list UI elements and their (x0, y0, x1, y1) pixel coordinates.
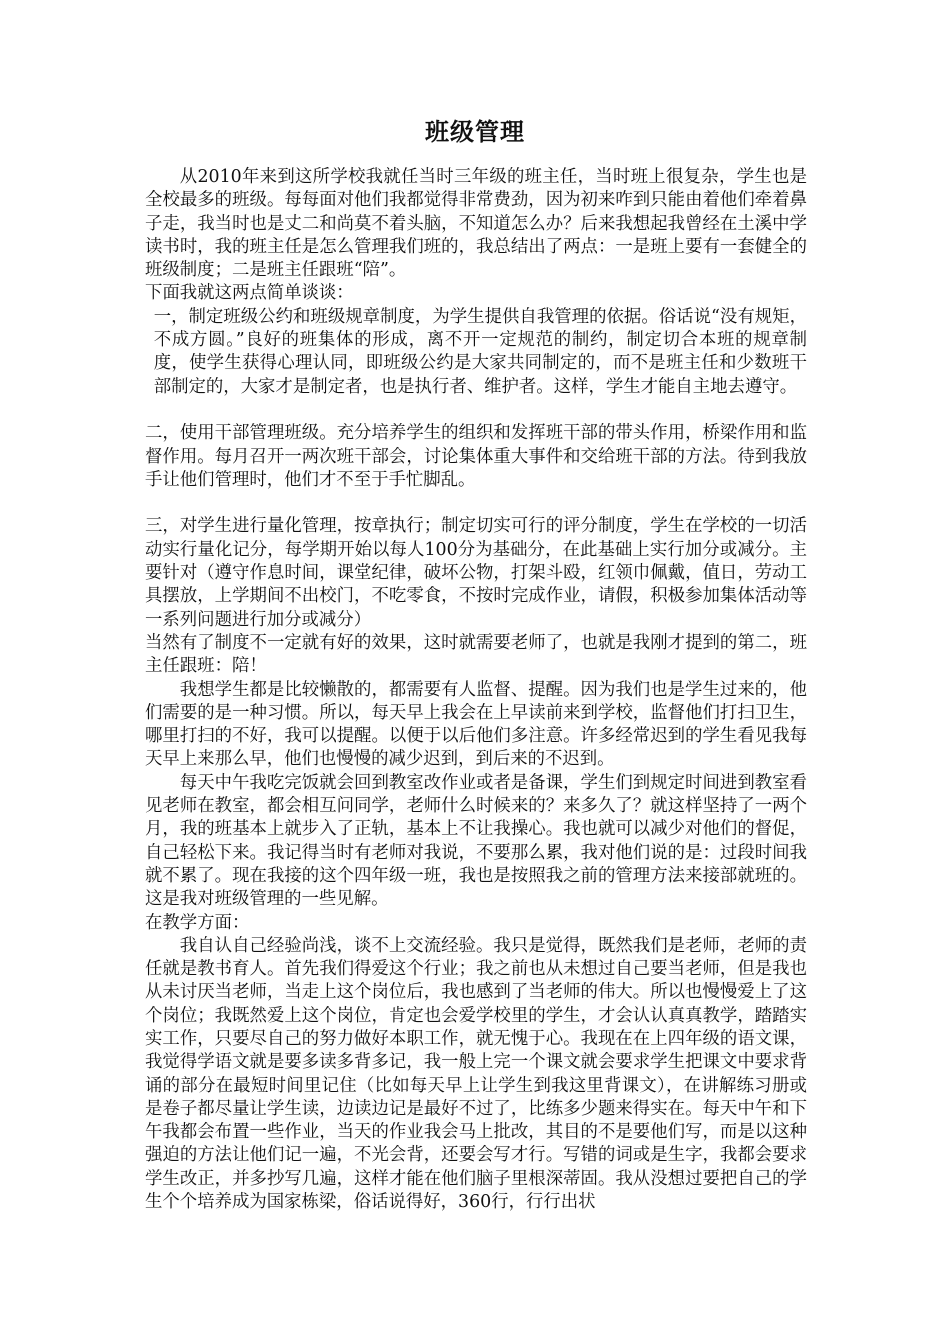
page-title: 班级管理 (425, 117, 525, 146)
section-heading-teaching: 在教学方面： (145, 912, 250, 933)
paragraph-spacer (145, 492, 807, 515)
paragraph-lead: 下面我就这两点简单谈谈： (145, 283, 354, 304)
document-body (145, 166, 807, 1214)
paragraph-teaching: 我自认自己经验尚浅，谈不上交流经验。我只是觉得，既然我们是老师，老师的责任就是教书育人。首先我们得爱这个行业；我之前也从未想过自己要当老师，但是我也从未讨厌当老师，当走上这个岗位后，我也感到了当老师的伟大。所以也慢慢爱上了这个岗位；我既然爱上这个岗位，肯定也会爱学校里的学生，才会认认真真教学，踏踏实实工作，只要尽自己的努力做好本职工作，就无愧于心。我现在在上四年级的语文课，我觉得学语文就是要多读多背多记，我一般上完一个课文就会要求学生把课文中要求背诵的部分在最短时间里记住（比如每天早上让学生到我这里背课文），在讲解练习册或是卷子都尽量让学生读，边读边记是最好不过了，比练多少题来得实在。每天中午和下午我都会布置一些作业，当天的作业我会马上批改，其目的不是要他们写，而是以这种强迫的方法让他们记一遍，不光会背，还要会写才行。写错的词或是生字，我都会要求学生改正，并多抄写几遍，这样才能在他们脑子里根深蒂固。我从没想过要把自己的学生个个培养成为国家栋梁，俗话说得好，360行，行行出状 (145, 935, 807, 1213)
paragraph-morning: 我想学生都是比较懒散的，都需要有人监督、提醒。因为我们也是学生过来的，他们需要的是一种习惯。所以，每天早上我会在上早读前来到学校，监督他们打扫卫生，哪里打扫的不好，我可以提醒。以便于以后他们多注意。许多经常迟到的学生看见我每天早上来那么早，他们也慢慢的减少迟到，到后来的不迟到。 (145, 679, 807, 770)
paragraph-point-three: 三，对学生进行量化管理，按章执行；制定切实可行的评分制度，学生在学校的一切活动实行量化记分，每学期开始以每人100分为基础分，在此基础上实行加分或减分。主要针对（遵守作息时间，课堂纪律，破坏公物，打架斗殴，红领巾佩戴，值日，劳动工具摆放，上学期间不出校门，不吃零食，不按时完成作业，请假，积极参加集体活动等一系列问题进行加分或减分） (145, 516, 807, 630)
paragraph-spacer (145, 399, 807, 422)
paragraph-point-two: 二，使用干部管理班级。充分培养学生的组织和发挥班干部的带头作用，桥梁作用和监督作用。每月召开一两次班干部会，讨论集体重大事件和交给班干部的方法。待到我放手让他们管理时，他们才不至于手忙脚乱。 (145, 423, 807, 490)
paragraph-point-one: 一，制定班级公约和班级规章制度，为学生提供自我管理的依据。俗话说“没有规矩，不成方圆。”良好的班集体的形成，离不开一定规范的制约，制定切合本班的规章制度，使学生获得心理认同，即班级公约是大家共同制定的，而不是班主任和少数班干部制定的，大家才是制定者，也是执行者、维护者。这样，学生才能自主地去遵守。 (153, 306, 807, 397)
paragraph-follow-up: 当然有了制度不一定就有好的效果，这时就需要老师了，也就是我刚才提到的第二，班主任跟班：陪！ (145, 632, 807, 677)
paragraph-intro: 从2010年来到这所学校我就任当时三年级的班主任，当时班上很复杂，学生也是全校最多的班级。每每面对他们我都觉得非常费劲，因为初来咋到只能由着他们牵着鼻子走，我当时也是丈二和尚莫不着头脑，不知道怎么办？后来我想起我曾经在土溪中学读书时，我的班主任是怎么管理我们班的，我总结出了两点：一是班上要有一套健全的班级制度；二是班主任跟班“陪”。 (145, 167, 807, 281)
paragraph-noon: 每天中午我吃完饭就会回到教室改作业或者是备课，学生们到规定时间进到教室看见老师在教室，都会相互问同学，老师什么时候来的？来多久了？就这样坚持了一两个月，我的班基本上就步入了正轨，基本上不让我操心。我也就可以减少对他们的督促，自己轻松下来。我记得当时有老师对我说，不要那么累，我对他们说的是：过段时间我就不累了。现在我接的这个四年级一班，我也是按照我之前的管理方法来接部就班的。这是我对班级管理的一些见解。 (145, 772, 807, 910)
